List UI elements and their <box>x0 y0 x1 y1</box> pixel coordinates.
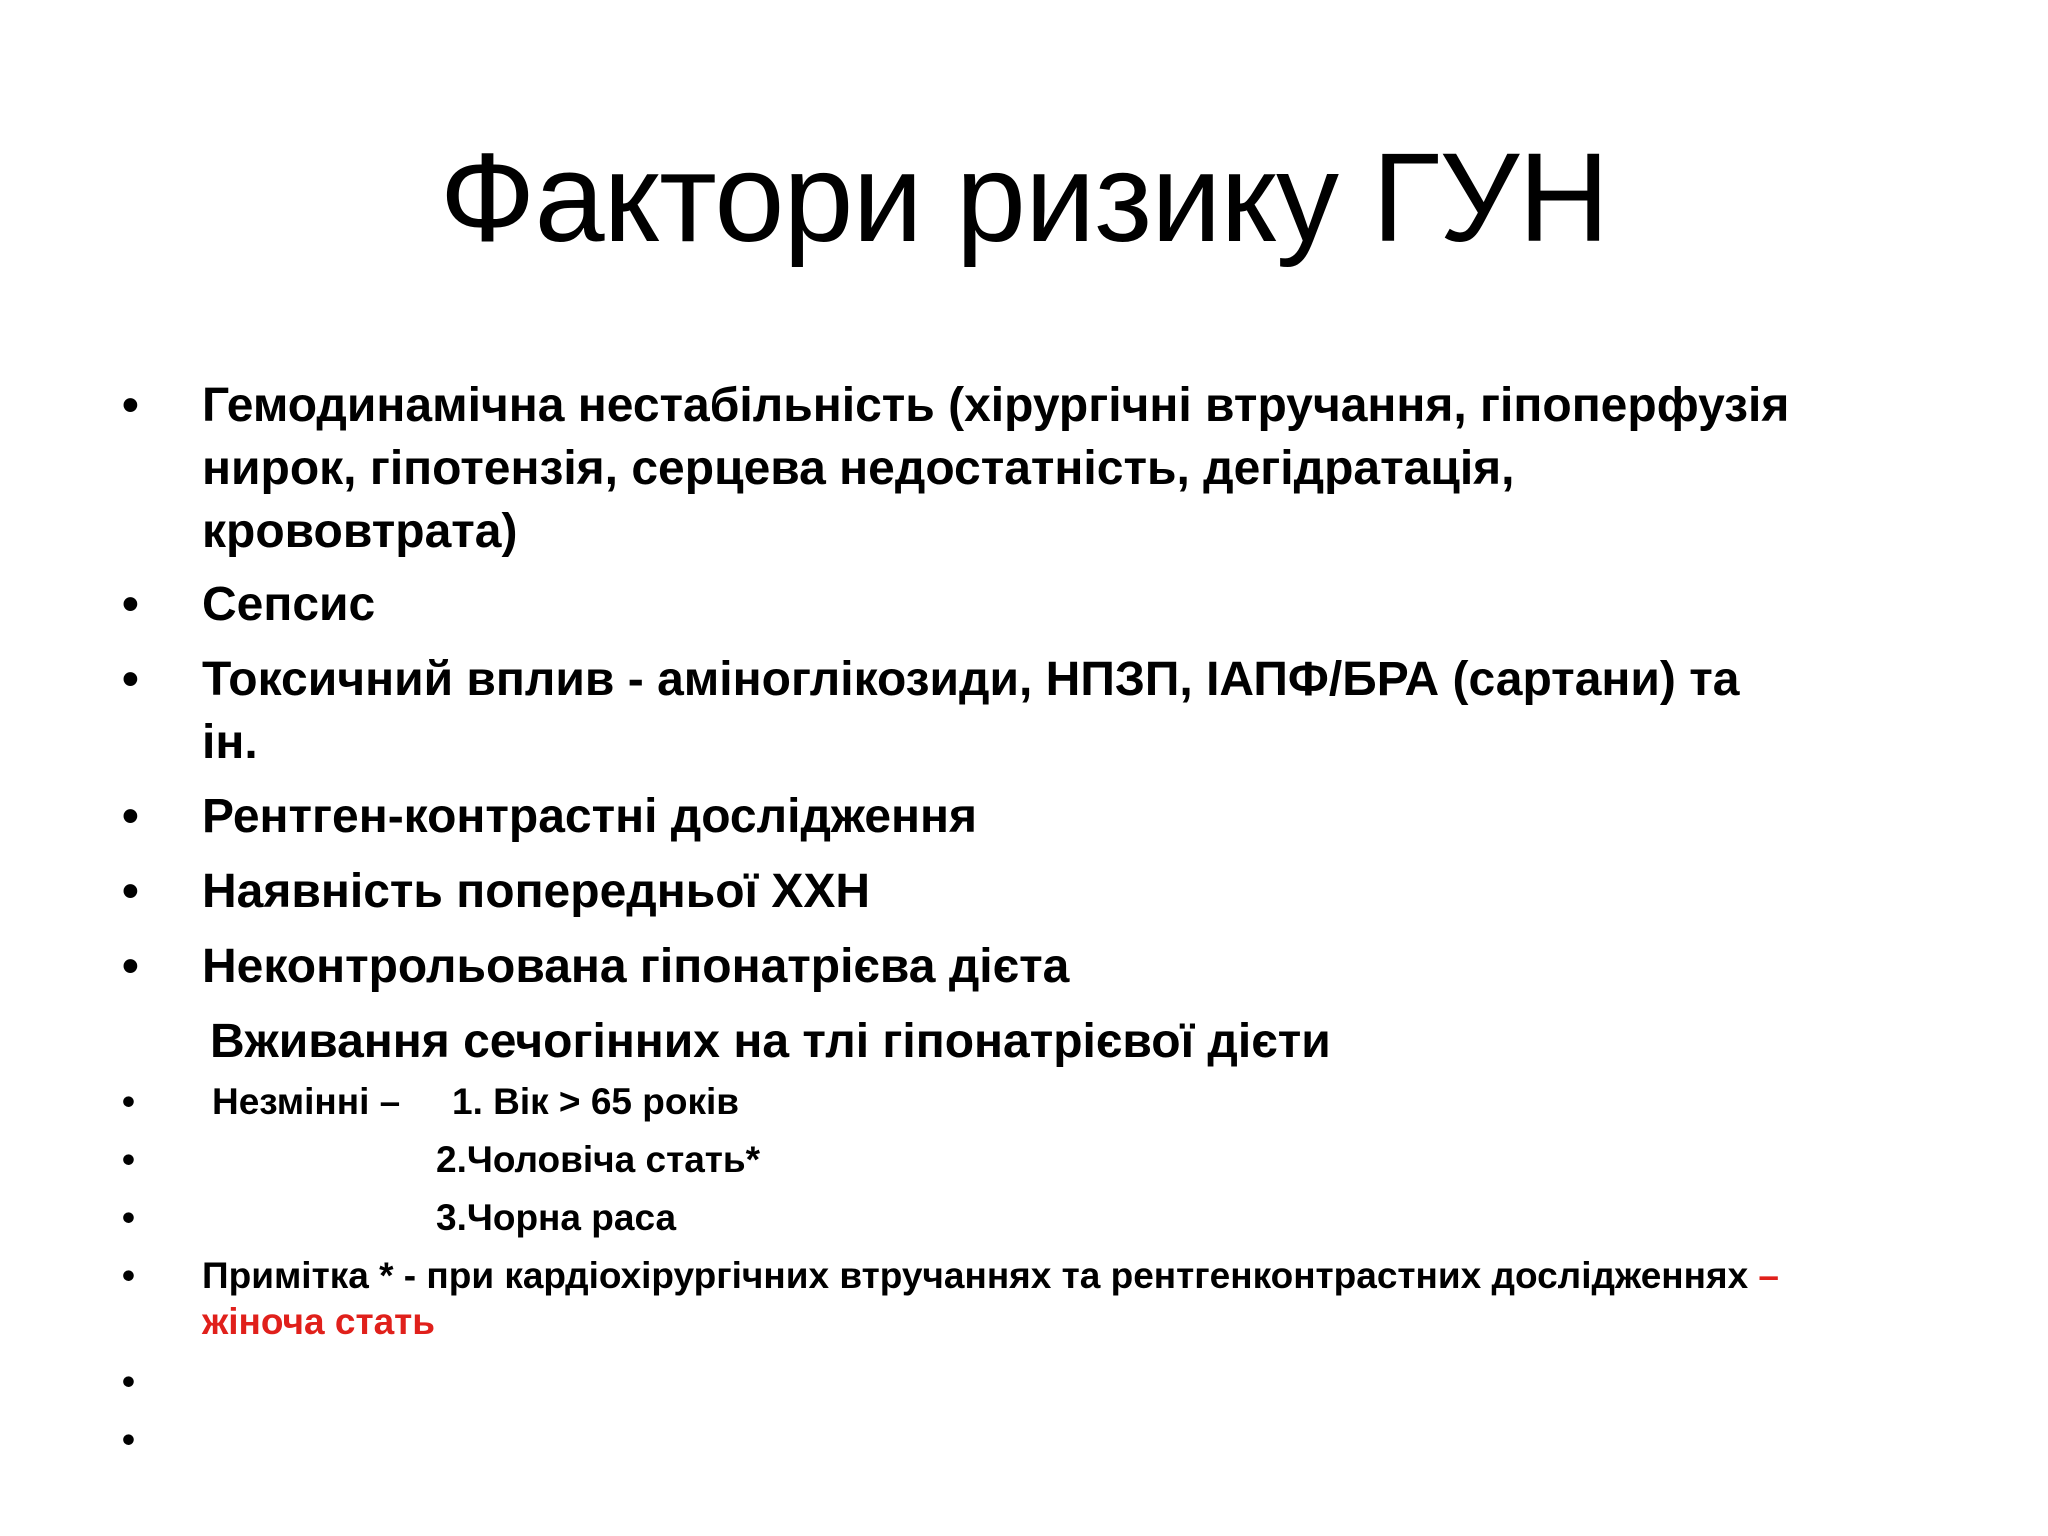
note-red-dash: – <box>1758 1255 1779 1296</box>
bullet: • <box>122 790 139 843</box>
bullet: • <box>122 940 139 993</box>
note-text-main: Примітка * - при кардіохірургічних втручаннях та рентгенконтрастних дослідженнях <box>202 1255 1759 1296</box>
bullet: • <box>122 1197 135 1238</box>
bullet: • <box>122 1081 135 1122</box>
bullet: • <box>122 1139 135 1180</box>
bullet: • <box>122 1255 135 1296</box>
bullet: • <box>122 653 139 706</box>
list-item-text: Сепсис <box>202 578 376 631</box>
bullet: • <box>122 578 139 631</box>
nonmodifiable-item: 3.Чорна раса <box>436 1197 677 1238</box>
note-red-line: жіноча стать <box>202 1301 436 1342</box>
slide-title: Фактори ризику ГУН <box>439 127 1609 268</box>
list-item-text: ін. <box>202 716 258 769</box>
nonmodifiable-label: Незмінні – <box>212 1081 401 1122</box>
nonmodifiable-item: 2.Чоловіча стать* <box>436 1139 761 1180</box>
bullet: • <box>122 379 139 432</box>
list-item-text: Гемодинамічна нестабільність (хірургічні втручання, гіпоперфузія <box>202 379 1790 432</box>
list-item-text: Токсичний вплив - аміноглікозиди, НПЗП, ІАПФ/БРА (сартани) та <box>202 653 1740 706</box>
list-item-text: нирок, гіпотензія, серцева недостатність, дегідратація, <box>202 442 1515 495</box>
subline-text: Вживання сечогінних на тлі гіпонатрієвої дієти <box>210 1015 1331 1068</box>
list-item-text: крововтрата) <box>202 505 518 558</box>
bullet: • <box>122 865 139 918</box>
bullet: • <box>122 1361 135 1402</box>
list-item-text: Неконтрольована гіпонатрієва дієта <box>202 940 1070 993</box>
note-text <box>202 1252 1779 1300</box>
bullet: • <box>122 1419 135 1460</box>
nonmodifiable-item: 1. Вік > 65 років <box>452 1081 740 1122</box>
list-item-text: Рентген-контрастні дослідження <box>202 790 978 843</box>
list-item-text: Наявність попередньої ХХН <box>202 865 871 918</box>
